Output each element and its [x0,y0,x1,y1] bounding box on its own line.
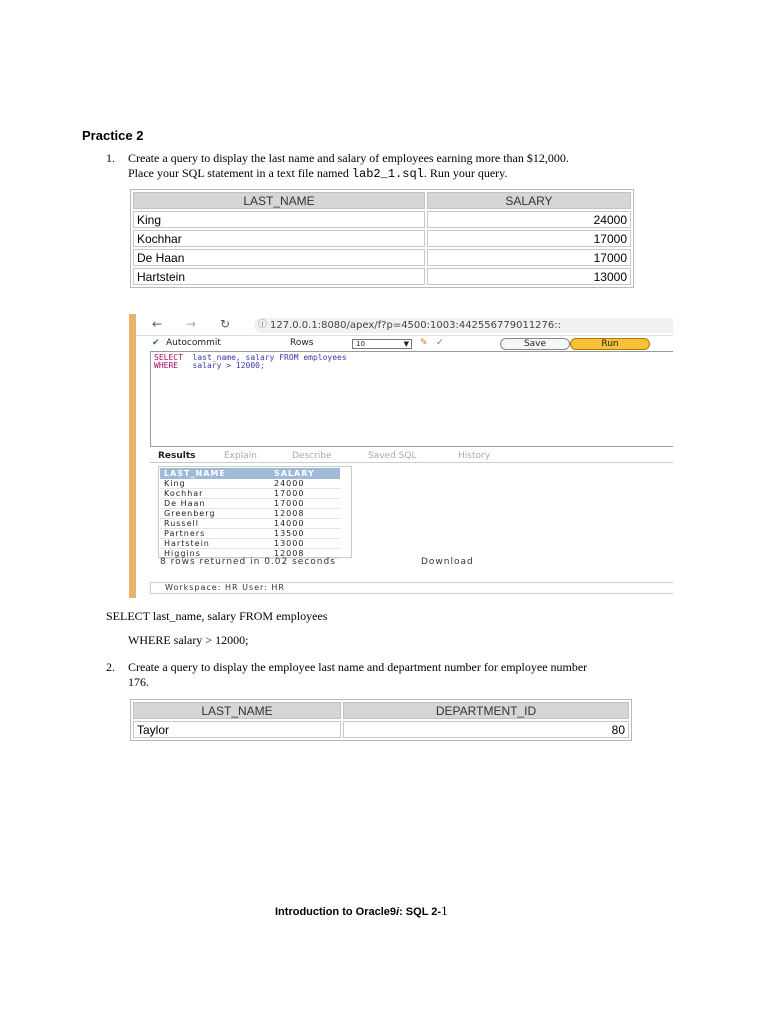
result-table-2 [130,699,632,741]
sql-statement-line-2: WHERE salary > 12000; [128,633,249,647]
footer-title-italic: i [396,906,400,918]
result-tabs [150,451,673,463]
cell-salary: 13000 [427,268,631,285]
practice-heading: Practice 2 [82,128,144,143]
grid-cell-salary: 17000 [270,499,340,509]
question-2-line-1: Create a query to display the employee last name and department number for employee number [128,660,588,674]
autocommit-checkbox[interactable]: ✔ [152,338,160,348]
tab-results[interactable]: Results [158,451,196,461]
grid-header-last-name: LAST_NAME [160,468,270,479]
question-1-line-2 [128,166,668,182]
download-link[interactable]: Download [421,557,474,567]
run-button[interactable]: Run [570,338,650,350]
grid-cell-salary: 13500 [270,529,340,539]
table-row [160,489,340,499]
table-row [160,539,340,549]
sql-editor[interactable] [150,351,673,447]
grid-cell-name: Greenberg [160,509,270,519]
grid-cell-name: Hartstein [160,539,270,549]
grid-cell-salary: 17000 [270,489,340,499]
grid-cell-salary: 12008 [270,509,340,519]
cell-department-id: 80 [343,721,629,738]
table-row [160,529,340,539]
page-number: 1 [441,903,448,918]
question-2-text [128,660,668,690]
footer-title: Introduction to Oracle9 [275,906,397,918]
back-arrow-icon[interactable]: ← [152,317,163,331]
column-header-salary: SALARY [427,192,631,209]
rows-select[interactable] [352,339,412,349]
table-row [160,519,340,529]
address-bar[interactable] [254,318,673,333]
question-1-line-2-pre: Place your SQL statement in a text file named [128,166,352,180]
grid-cell-name: Russell [160,519,270,529]
save-button[interactable]: Save [500,338,570,350]
question-1-text [128,151,668,182]
sql-where-clause: salary > 12000; [192,361,265,370]
rows-returned-text: 8 rows returned in 0.02 seconds [160,557,336,567]
column-header-department-id: DEPARTMENT_ID [343,702,629,719]
table-row [133,230,631,247]
grid-cell-name: Kochhar [160,489,270,499]
results-grid [160,468,340,559]
table-row [160,509,340,519]
question-1-line-2-post: . Run your query. [423,166,508,180]
rows-select-value: 10 [356,340,365,348]
cell-salary: 24000 [427,211,631,228]
cell-last-name: King [133,211,425,228]
sql-keyword-select: SELECT [154,353,183,362]
autocommit-label: Autocommit [166,338,221,348]
sql-editor-line-2 [154,362,673,370]
rows-label: Rows [290,338,314,348]
table-row [133,268,631,285]
address-url: 127.0.0.1:8080/apex/f?p=4500:1003:442556779011276:: [270,320,562,331]
grid-cell-name: De Haan [160,499,270,509]
result-table-1 [130,189,634,288]
footer-section: : SQL 2- [399,906,442,918]
table-row [160,499,340,509]
browser-nav-bar [136,314,673,336]
pencil-icon[interactable]: ✎ [420,338,428,348]
page-footer [275,903,448,919]
check-icon[interactable]: ✓ [436,338,444,348]
cell-last-name: Taylor [133,721,341,738]
question-1-line-1: Create a query to display the last name and salary of employees earning more than $12,000. [128,151,569,165]
cell-last-name: Hartstein [133,268,425,285]
sql-select-clause: last_name, salary FROM employees [192,353,347,362]
cell-last-name: De Haan [133,249,425,266]
grid-cell-salary: 24000 [270,479,340,489]
reload-icon[interactable]: ↻ [220,317,231,331]
workspace-status: Workspace: HR User: HR [150,582,673,594]
table-row [133,721,629,738]
sql-keyword-where: WHERE [154,361,179,370]
tab-describe[interactable]: Describe [292,451,332,461]
cell-salary: 17000 [427,249,631,266]
cell-last-name: Kochhar [133,230,425,247]
grid-cell-name: Higgins [160,549,270,559]
grid-cell-salary: 13000 [270,539,340,549]
sql-toolbar [136,337,673,351]
tab-saved-sql[interactable]: Saved SQL [368,451,417,461]
table-row [160,479,340,489]
browser-screenshot [129,314,673,598]
table-row [133,249,631,266]
table-row [133,211,631,228]
tab-history[interactable]: History [458,451,491,461]
info-icon: ⓘ [258,320,268,330]
grid-header-salary: SALARY [270,468,340,479]
column-header-last-name: LAST_NAME [133,192,425,209]
tab-explain[interactable]: Explain [224,451,257,461]
grid-cell-salary: 12008 [270,549,340,559]
cell-salary: 17000 [427,230,631,247]
question-2-number: 2. [106,660,115,674]
forward-arrow-icon[interactable]: → [186,317,197,331]
grid-cell-name: King [160,479,270,489]
dropdown-arrow-icon: ▼ [403,340,409,348]
grid-cell-salary: 14000 [270,519,340,529]
question-2-line-2: 176. [128,675,149,689]
question-1-number: 1. [106,151,115,165]
sql-file-name: lab2_1.sql [351,167,424,181]
column-header-last-name: LAST_NAME [133,702,341,719]
sql-statement-line-1: SELECT last_name, salary FROM employees [106,609,328,623]
grid-cell-name: Partners [160,529,270,539]
